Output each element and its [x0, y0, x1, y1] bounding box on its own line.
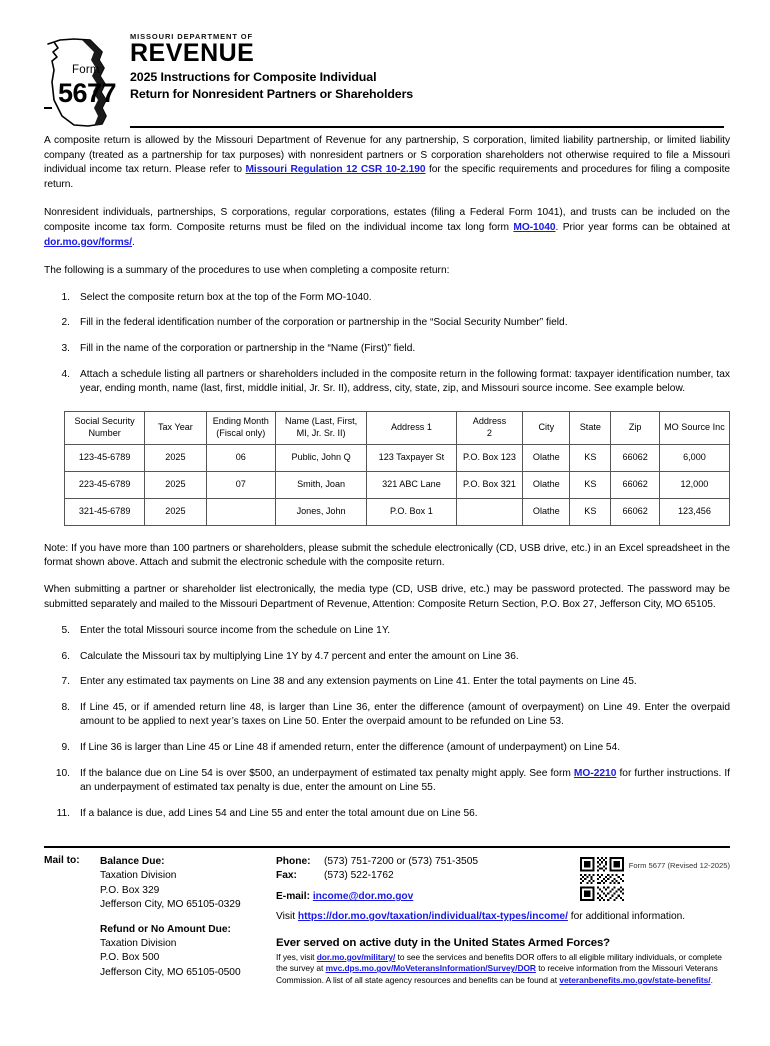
email-label: E-mail:: [276, 891, 310, 903]
balance-due-line-3: Jefferson City, MO 65105-0329: [100, 899, 241, 911]
list-item: [44, 316, 730, 331]
cell-name: Jones, John: [275, 498, 366, 525]
para2-text-c: .: [132, 236, 135, 248]
mil-text-b: to see the services and benefits DOR offers to all eligible military individuals, or complete the survey at: [276, 951, 722, 974]
contact-information: [276, 855, 730, 986]
list-item: [44, 807, 730, 822]
form-header: [0, 22, 770, 134]
list-item: [44, 342, 730, 357]
cell-mo-source-inc: 6,000: [659, 444, 729, 471]
cell-address-1: 123 Taxpayer St: [367, 444, 456, 471]
refund-line-3: Jefferson City, MO 65105-0500: [100, 966, 241, 978]
column-header-state: State: [570, 411, 611, 444]
col-head-line1: Name (Last, First,: [284, 416, 358, 427]
col-head-line2: 2: [486, 427, 492, 438]
link-email-income[interactable]: income@dor.mo.gov: [312, 891, 414, 903]
link-mo-2210[interactable]: MO-2210: [573, 767, 617, 779]
list-item: [44, 741, 730, 756]
document-title: [130, 69, 730, 102]
list-item: [44, 624, 730, 639]
list-item-number: 8.: [61, 701, 70, 713]
cell-ending-month: [206, 498, 275, 525]
para1-text-b: for the specific requirements and procedures for filing a composite return.: [44, 164, 730, 190]
email-row: [276, 891, 730, 902]
cell-ssn: 223-45-6789: [65, 471, 145, 498]
col-head-line2: MI, Jr. Sr. II): [296, 427, 346, 438]
fax-value: (573) 522-1762: [324, 869, 394, 881]
list-item-number: 9.: [61, 742, 70, 754]
table-row: [65, 498, 730, 525]
fax-label: Fax:: [276, 869, 297, 881]
cell-state: KS: [570, 471, 611, 498]
list-item-text: Calculate the Missouri tax by multiplying Line 1Y by 4.7 percent and enter the amount on Line 36.: [80, 650, 519, 662]
table-header: [65, 411, 730, 444]
list-item: [44, 701, 730, 730]
form-word-label: Form: [72, 64, 100, 76]
list-item-text: Enter the total Missouri source income from the schedule on Line 1Y.: [80, 625, 391, 637]
table-row: [65, 444, 730, 471]
steps-list-bottom: [44, 624, 730, 821]
list-item: [44, 650, 730, 665]
column-header-tax-year: Tax Year: [145, 411, 206, 444]
column-header-mo-source-inc: MO Source Inc: [659, 411, 729, 444]
cell-zip: 66062: [611, 444, 660, 471]
column-header-name: [275, 411, 366, 444]
balance-due-title: Balance Due:: [100, 856, 165, 867]
list-item-number: 5.: [61, 625, 70, 637]
col-head-line2: (Fiscal only): [216, 427, 266, 438]
list-item-text: Fill in the name of the corporation or partnership in the “Name (First)” field.: [80, 342, 416, 354]
list-item-number: 3.: [61, 342, 70, 354]
cell-zip: 66062: [611, 471, 660, 498]
column-header-ending-month: [206, 411, 275, 444]
footer-divider: [44, 846, 730, 848]
agency-revenue-logo: REVENUE: [130, 39, 255, 67]
visit-suffix: for additional information.: [567, 911, 686, 923]
cell-ssn: 123-45-6789: [65, 444, 145, 471]
list-item: [44, 767, 730, 796]
list-item-number: 7.: [61, 676, 70, 688]
cell-city: Olathe: [523, 471, 570, 498]
cell-state: KS: [570, 444, 611, 471]
cell-city: Olathe: [523, 498, 570, 525]
website-row: [276, 910, 730, 924]
cell-city: Olathe: [523, 444, 570, 471]
refund-line-2: P.O. Box 500: [100, 952, 160, 964]
document-title-line-2: Return for Nonresident Partners or Shareholders: [130, 86, 414, 101]
document-footer: [44, 846, 730, 986]
cell-mo-source-inc: 123,456: [659, 498, 729, 525]
paragraph-password-protection: When submitting a partner or shareholder list electronically, the media type (CD, USB drive, etc.) may be password protected. The password may be submitted separately and mailed to the Missouri Department of Revenue, Attention: Composite Return Section, P.O. Box 27, Jefferson City, MO 65105.: [44, 583, 730, 610]
cell-tax-year: 2025: [145, 471, 206, 498]
col-head-line1: Address: [472, 416, 507, 427]
military-body-text: [276, 952, 730, 986]
document-page: [0, 22, 770, 1046]
col-head-line1: Social Security: [74, 416, 135, 427]
link-mo-1040[interactable]: MO-1040: [513, 221, 556, 233]
para2-text-a: Nonresident individuals, partnerships, S corporations, regular corporations, estates (filing a Federal Form 1041), and trusts can be included on the composite income tax form. Composite returns must be filed on the individual income tax long form: [44, 207, 730, 233]
list-item-text: Enter any estimated tax payments on Line 38 and any extension payments on Line 41. Enter the total payments on Line 45.: [80, 676, 637, 688]
cell-tax-year: 2025: [145, 498, 206, 525]
cell-mo-source-inc: 12,000: [659, 471, 729, 498]
column-header-city: City: [523, 411, 570, 444]
link-veterans-survey[interactable]: mvc.dps.mo.gov/MoVeteransInformation/Survey/DOR: [325, 963, 536, 974]
col-head-line1: Ending Month: [212, 416, 269, 427]
paragraph-note-electronic-submission: Note: If you have more than 100 partners or shareholders, please submit the schedule electronically (CD, USB drive, etc.) in an Excel spreadsheet in the format shown above. Attach and submit the electronic schedule with the composite return.: [44, 542, 730, 569]
mailing-addresses: [44, 855, 276, 986]
list-item-number: 4.: [61, 368, 70, 380]
para2-text-b: . Prior year forms can be obtained at: [555, 221, 730, 233]
military-heading: Ever served on active duty in the United States Armed Forces?: [276, 936, 611, 949]
form-revision-note: Form 5677 (Revised 12-2025): [628, 861, 730, 870]
qr-code-icon: [580, 857, 624, 901]
col-head-line2: Number: [88, 427, 121, 438]
document-body: [44, 134, 730, 821]
cell-zip: 66062: [611, 498, 660, 525]
cell-address-1: P.O. Box 1: [367, 498, 456, 525]
example-schedule-table-wrap: [44, 411, 730, 526]
list-item: [44, 368, 730, 397]
cell-state: KS: [570, 498, 611, 525]
column-header-social-security-number: [65, 411, 145, 444]
column-header-address-1: Address 1: [367, 411, 456, 444]
mil-text-c: to receive information from the Missouri Veterans Commission. A list of all state agency resources and benefits can be found at: [276, 963, 718, 985]
steps-list-top: [44, 291, 730, 397]
cell-ending-month: 07: [206, 471, 275, 498]
list-item-number: 2.: [61, 317, 70, 329]
list-item: [44, 291, 730, 306]
cell-address-2: P.O. Box 321: [456, 471, 523, 498]
form-number: 5677: [58, 78, 117, 108]
document-title-line-1: 2025 Instructions for Composite Individual: [130, 70, 377, 84]
list-item-text: If Line 36 is larger than Line 45 or Line 48 if amended return, enter the difference (amount of underpayment) on Line 54.: [80, 742, 621, 754]
cell-ending-month: 06: [206, 444, 275, 471]
cell-address-2: [456, 498, 523, 525]
cell-name: Public, John Q: [275, 444, 366, 471]
list-item-text: Attach a schedule listing all partners or shareholders included in the composite return in the following format: taxpayer identification number, tax year, ending month, name (last, first, middle initial, Jr. Sr. II), address, city, state, zip, and Missouri source income. See example below.: [80, 368, 730, 395]
list-item-number: 10.: [55, 767, 70, 779]
link-dor-income-website[interactable]: https://dor.mo.gov/taxation/individual/tax-types/income/: [297, 911, 568, 923]
column-header-zip: Zip: [611, 411, 660, 444]
list-item-text: If Line 45, or if amended return line 48, is larger than Line 36, enter the difference (amount of overpayment) on Line 49. Enter the overpaid amount to be applied to next year’s taxes on Line 50. Enter the overpaid amount to be refunded on Line 53.: [80, 701, 730, 728]
table-body: [65, 444, 730, 525]
phone-value: (573) 751-7200 or (573) 751-3505: [324, 856, 479, 867]
mil-text-d: .: [710, 974, 713, 985]
balance-due-line-1: Taxation Division: [100, 870, 177, 882]
list-item-text: Fill in the federal identification number of the corporation or partnership in the “Social Security Number” field.: [80, 317, 568, 329]
table-row: [65, 471, 730, 498]
refund-title: Refund or No Amount Due:: [100, 923, 231, 935]
list-item-text: Select the composite return box at the top of the Form MO-1040.: [80, 291, 372, 303]
list-item-number: 6.: [61, 650, 70, 662]
paragraph-composite-return-allowed: [44, 134, 730, 192]
link-veteran-benefits[interactable]: veteranbenefits.mo.gov/state-benefits/: [559, 974, 711, 985]
cell-ssn: 321-45-6789: [65, 498, 145, 525]
list-item: [44, 675, 730, 690]
link-dor-forms[interactable]: dor.mo.gov/forms/: [44, 236, 133, 248]
para1-text-a: A composite return is allowed by the Missouri Department of Revenue for any partnership, S corporation, limited liability partnership, or limited liability company (treated as a partnership for tax purposes) with nonresident partners or S corporation shareholders not otherwise required to file a Missouri individual income tax return. Please refer to: [44, 135, 730, 176]
refund-line-1: Taxation Division: [100, 938, 177, 950]
table-header-row: [65, 411, 730, 444]
cell-tax-year: 2025: [145, 444, 206, 471]
list-item-text-b: for further instructions. If an underpayment of estimated tax penalty is due, enter the amount on Line 55.: [80, 767, 731, 794]
mail-to-label: Mail to:: [44, 855, 80, 866]
list-item-text: If a balance is due, add Lines 54 and Line 55 and enter the total amount due on Line 56.: [80, 807, 478, 819]
cell-address-1: 321 ABC Lane: [367, 471, 456, 498]
list-item-number: 11.: [56, 807, 70, 819]
balance-due-line-2: P.O. Box 329: [100, 884, 160, 896]
cell-name: Smith, Joan: [275, 471, 366, 498]
cell-address-2: P.O. Box 123: [456, 444, 523, 471]
list-item-text-a: If the balance due on Line 54 is over $500, an underpayment of estimated tax penalty might apply. See form: [80, 767, 574, 779]
phone-label: Phone:: [276, 856, 311, 867]
mil-text-a: If yes, visit: [276, 951, 317, 962]
balance-due-address: [100, 855, 241, 980]
column-header-address-2: [456, 411, 523, 444]
agency-department-label: MISSOURI DEPARTMENT OF: [130, 32, 253, 41]
paragraph-who-can-be-included: [44, 206, 730, 250]
example-schedule-table: [64, 411, 730, 526]
address-spacer: [100, 913, 241, 923]
link-missouri-regulation[interactable]: Missouri Regulation 12 CSR 10-2.190: [245, 164, 426, 176]
fax-row: [276, 869, 730, 883]
agency-title-block: [130, 32, 730, 102]
procedures-intro: The following is a summary of the procedures to use when completing a composite return:: [44, 265, 450, 277]
header-divider: [130, 126, 724, 128]
list-item-number: 1.: [61, 291, 70, 303]
visit-prefix: Visit: [276, 911, 298, 923]
link-dor-military[interactable]: dor.mo.gov/military/: [316, 951, 396, 962]
